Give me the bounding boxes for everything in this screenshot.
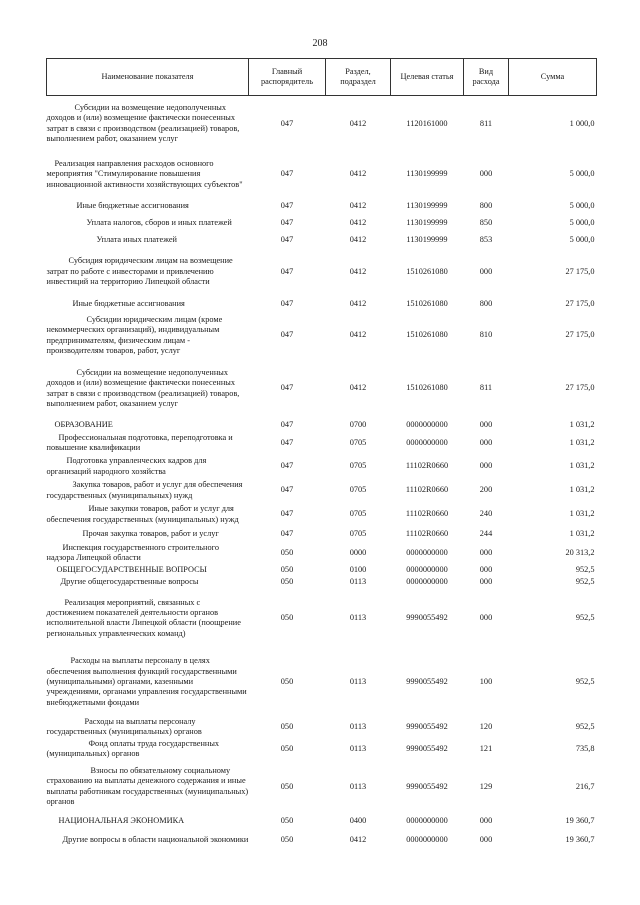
row-sum: 5 000,0: [569, 217, 595, 227]
row-type: 129: [479, 781, 493, 791]
table-row: [47, 232, 597, 249]
row-admin: 047: [280, 509, 294, 519]
row-type: 800: [479, 298, 493, 308]
row-section: 0412: [349, 383, 367, 393]
row-target: 1510261080: [406, 298, 448, 308]
row-admin: 047: [280, 200, 294, 210]
row-section: 0000: [349, 547, 367, 557]
row-type: 850: [479, 217, 493, 227]
table-row: [47, 249, 597, 296]
row-admin: 047: [280, 529, 294, 539]
row-sum: 1 031,2: [569, 509, 595, 519]
row-sum: 1 031,2: [569, 461, 595, 471]
row-admin: 050: [280, 835, 294, 845]
row-target: 9990055492: [406, 744, 448, 754]
row-admin: 050: [280, 613, 294, 623]
row-section: 0412: [349, 298, 367, 308]
row-target: 0000000000: [406, 564, 448, 574]
table-row: [47, 479, 597, 503]
table-row: [47, 215, 597, 232]
row-sum: 952,5: [575, 564, 595, 574]
row-admin: 047: [280, 461, 294, 471]
row-target: 0000000000: [406, 577, 448, 587]
row-name: Другие вопросы в области национальной экономики: [62, 835, 249, 845]
row-sum: 216,7: [575, 781, 595, 791]
table-row: [47, 503, 597, 527]
table-row: [47, 359, 597, 419]
row-section: 0412: [349, 118, 367, 128]
row-name: Субсидия юридическим лицам на возмещение затрат по работе с инвесторами и привлечению инвестиций на территорию Липецкой области: [46, 256, 233, 287]
row-type: 000: [479, 613, 493, 623]
row-sum: 20 313,2: [565, 547, 595, 557]
row-type: 000: [479, 169, 493, 179]
row-admin: 050: [280, 577, 294, 587]
row-name: Субсидии на возмещение недополученных доходов и (или) возмещение фактически понесенных затрат в связи с производством (реализацией) товаров, выполнением работ, оказанием услуг: [46, 103, 240, 144]
row-name: Другие общегосударственные вопросы: [60, 577, 199, 587]
row-type: 000: [479, 564, 493, 574]
row-sum: 1 031,2: [569, 419, 595, 429]
row-sum: 19 360,7: [565, 835, 595, 845]
row-section: 0412: [349, 266, 367, 276]
row-name: Иные бюджетные ассигнования: [72, 298, 185, 308]
row-sum: 952,5: [575, 577, 595, 587]
header-sum: Сумма: [509, 59, 597, 96]
row-sum: 5 000,0: [569, 169, 595, 179]
table-row: [47, 419, 597, 432]
row-target: 9990055492: [406, 722, 448, 732]
table-row: [47, 96, 597, 152]
row-sum: 19 360,7: [565, 816, 595, 826]
table-row: [47, 543, 597, 564]
row-name: Реализация мероприятий, связанных с достижением показателей деятельности органов исполнительной власти Липецкой области (поощрение региональных управленческих команд): [46, 597, 241, 638]
row-target: 9990055492: [406, 781, 448, 791]
row-section: 0705: [349, 461, 367, 471]
row-section: 0700: [349, 419, 367, 429]
table-row: [47, 716, 597, 738]
row-target: 1130199999: [406, 169, 448, 179]
row-sum: 5 000,0: [569, 200, 595, 210]
table-row: [47, 527, 597, 543]
row-section: 0113: [349, 722, 367, 732]
budget-table: [46, 58, 597, 851]
row-target: 0000000000: [406, 547, 448, 557]
table-row: [47, 198, 597, 215]
row-admin: 050: [280, 677, 294, 687]
row-name: Иные закупки товаров, работ и услуг для обеспечения государственных (муниципальных) нужд: [46, 504, 239, 524]
row-type: 100: [479, 677, 493, 687]
row-section: 0412: [349, 330, 367, 340]
row-name: Фонд оплаты труда государственных (муниципальных) органов: [46, 738, 220, 759]
row-target: 0000000000: [406, 419, 448, 429]
row-type: 811: [479, 383, 493, 393]
page-number: 208: [312, 38, 328, 49]
row-name: Расходы на выплаты персоналу в целях обеспечения выполнения функций государственными (муниципальными) органами, казенными учреждениями, органами управления государственными внебюджетными фондами: [46, 656, 247, 707]
row-name: ОБЩЕГОСУДАРСТВЕННЫЕ ВОПРОСЫ: [56, 564, 207, 574]
row-name: Субсидии на возмещение недополученных доходов и (или) возмещение фактически понесенных затрат в связи с производством (реализацией) товаров, выполнением работ, оказанием услуг: [46, 367, 240, 408]
row-type: 853: [479, 234, 493, 244]
row-target: 1130199999: [406, 217, 448, 227]
row-type: 000: [479, 816, 493, 826]
row-section: 0705: [349, 485, 367, 495]
row-section: 0412: [349, 169, 367, 179]
row-sum: 1 031,2: [569, 529, 595, 539]
row-type: 000: [479, 419, 493, 429]
row-sum: 27 175,0: [565, 330, 595, 340]
row-name: НАЦИОНАЛЬНАЯ ЭКОНОМИКА: [58, 816, 185, 826]
row-admin: 047: [280, 234, 294, 244]
row-target: 9990055492: [406, 677, 448, 687]
header-admin: Главный распорядитель: [249, 59, 326, 96]
row-type: 000: [479, 461, 493, 471]
row-name: Реализация направления расходов основного мероприятия "Стимулирование повышения инновационной активности хозяйствующих субъектов": [46, 158, 243, 189]
row-admin: 047: [280, 383, 294, 393]
row-sum: 952,5: [575, 677, 595, 687]
row-section: 0705: [349, 529, 367, 539]
row-type: 000: [479, 437, 493, 447]
row-target: 11102R0660: [405, 509, 449, 519]
row-name: Субсидии юридическим лицам (кроме некоммерческих организаций), индивидуальным предпринимателям, физическим лицам - производителям товаров, работ, услуг: [46, 314, 223, 355]
row-target: 0000000000: [406, 437, 448, 447]
table-row: [47, 432, 597, 455]
row-target: 11102R0660: [405, 485, 449, 495]
row-admin: 047: [280, 266, 294, 276]
row-type: 810: [479, 330, 493, 340]
row-target: 0000000000: [406, 816, 448, 826]
row-section: 0705: [349, 509, 367, 519]
row-admin: 047: [280, 485, 294, 495]
row-name: Прочая закупка товаров, работ и услуг: [82, 529, 219, 539]
header-section: Раздел, подраздел: [326, 59, 391, 96]
row-target: 1510261080: [406, 383, 448, 393]
row-type: 000: [479, 266, 493, 276]
table-row: [47, 648, 597, 716]
row-type: 121: [479, 744, 493, 754]
row-name: Профессиональная подготовка, переподготовка и повышение квалификации: [46, 432, 233, 452]
row-type: 000: [479, 547, 493, 557]
row-target: 1120161000: [406, 118, 448, 128]
row-sum: 27 175,0: [565, 266, 595, 276]
header-target: Целевая статья: [391, 59, 464, 96]
row-target: 9990055492: [406, 613, 448, 623]
row-sum: 5 000,0: [569, 234, 595, 244]
row-target: 1510261080: [406, 330, 448, 340]
row-name: Инспекция государственного строительного надзора Липецкой области: [46, 542, 219, 562]
row-type: 120: [479, 722, 493, 732]
row-target: 0000000000: [406, 835, 448, 845]
table-row: [47, 813, 597, 829]
table-row: [47, 738, 597, 760]
table-row: [47, 829, 597, 851]
row-admin: 047: [280, 169, 294, 179]
row-admin: 047: [280, 118, 294, 128]
row-admin: 047: [280, 298, 294, 308]
header-name: Наименование показателя: [47, 59, 249, 96]
table-row: [47, 313, 597, 359]
row-admin: 047: [280, 419, 294, 429]
row-admin: 050: [280, 722, 294, 732]
row-type: 811: [479, 118, 493, 128]
row-section: 0400: [349, 816, 367, 826]
row-type: 000: [479, 577, 493, 587]
row-section: 0412: [349, 234, 367, 244]
row-name: Уплата иных платежей: [96, 234, 177, 244]
row-target: 11102R0660: [405, 461, 449, 471]
row-section: 0412: [349, 200, 367, 210]
table-row: [47, 588, 597, 648]
table-row: [47, 152, 597, 198]
row-type: 200: [479, 485, 493, 495]
table-row: [47, 563, 597, 576]
row-sum: 1 000,0: [569, 118, 595, 128]
row-sum: 27 175,0: [565, 298, 595, 308]
table-row: [47, 455, 597, 479]
row-section: 0113: [349, 613, 367, 623]
row-name: Закупка товаров, работ и услуг для обеспечения государственных (муниципальных) нужд: [46, 480, 243, 500]
row-admin: 050: [280, 564, 294, 574]
row-admin: 047: [280, 330, 294, 340]
row-section: 0113: [349, 577, 367, 587]
row-target: 1130199999: [406, 234, 448, 244]
row-target: 1510261080: [406, 266, 448, 276]
row-admin: 050: [280, 781, 294, 791]
row-sum: 27 175,0: [565, 383, 595, 393]
row-admin: 047: [280, 217, 294, 227]
row-sum: 1 031,2: [569, 485, 595, 495]
row-sum: 952,5: [575, 613, 595, 623]
row-name: Подготовка управленческих кадров для организаций народного хозяйства: [46, 456, 207, 476]
row-target: 11102R0660: [405, 529, 449, 539]
row-type: 240: [479, 509, 493, 519]
table-row: [47, 296, 597, 313]
row-section: 0412: [349, 835, 367, 845]
row-name: Расходы на выплаты персоналу государственных (муниципальных) органов: [46, 716, 202, 737]
row-name: Уплата налогов, сборов и иных платежей: [86, 217, 232, 227]
row-type: 244: [479, 529, 493, 539]
table-row: [47, 760, 597, 813]
row-section: 0113: [349, 781, 367, 791]
row-section: 0113: [349, 744, 367, 754]
table-header-row: [47, 59, 597, 96]
row-sum: 1 031,2: [569, 437, 595, 447]
row-type: 800: [479, 200, 493, 210]
row-target: 1130199999: [406, 200, 448, 210]
header-type: Вид расхода: [464, 59, 509, 96]
row-type: 000: [479, 835, 493, 845]
row-name: ОБРАЗОВАНИЕ: [54, 419, 113, 429]
row-section: 0100: [349, 564, 367, 574]
row-admin: 050: [280, 744, 294, 754]
row-sum: 735,8: [575, 744, 595, 754]
row-section: 0113: [349, 677, 367, 687]
row-name: Взносы по обязательному социальному страхованию на выплаты денежного содержания и иные выплаты работникам государственных (муниципальных) органов: [46, 766, 249, 807]
row-name: Иные бюджетные ассигнования: [76, 200, 189, 210]
row-sum: 952,5: [575, 722, 595, 732]
row-admin: 047: [280, 437, 294, 447]
row-admin: 050: [280, 816, 294, 826]
row-admin: 050: [280, 547, 294, 557]
row-section: 0705: [349, 437, 367, 447]
table-row: [47, 576, 597, 588]
row-section: 0412: [349, 217, 367, 227]
